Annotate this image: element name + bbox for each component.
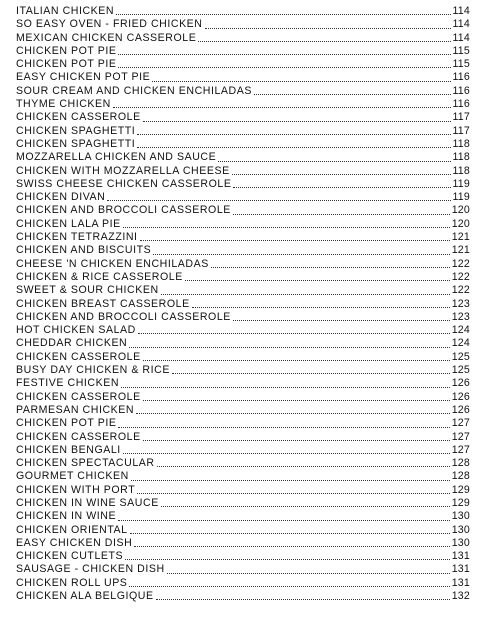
page-number: 119 (452, 191, 470, 204)
recipe-title: CHICKEN BREAST CASSEROLE (16, 297, 190, 310)
page-number: 115 (452, 58, 470, 71)
recipe-title: CHICKEN LALA PIE (16, 217, 121, 230)
toc-entry (16, 417, 470, 430)
page-number: 127 (451, 430, 470, 443)
recipe-title: CHICKEN SPAGHETTI (16, 137, 136, 150)
page-number: 118 (452, 137, 470, 150)
dot-leader (232, 174, 451, 175)
recipe-title: CHICKEN CASSEROLE (16, 430, 141, 443)
recipe-title: CHICKEN TETRAZZINI (16, 231, 138, 244)
toc-entry (16, 364, 470, 377)
toc-entry (16, 337, 470, 350)
page-number: 117 (452, 111, 470, 124)
recipe-title: CHICKEN AND BROCCOLI CASSEROLE (16, 310, 231, 323)
page-number: 127 (451, 417, 470, 430)
page-number: 131 (451, 550, 470, 563)
recipe-title: FESTIVE CHICKEN (16, 377, 120, 390)
recipe-title: CHICKEN ALA BELGIQUE (16, 590, 154, 603)
toc-entry (16, 258, 470, 271)
dot-leader (136, 413, 450, 414)
page-number: 125 (451, 364, 470, 377)
dot-leader (137, 147, 450, 148)
toc-entry (16, 218, 470, 231)
toc-entry (16, 138, 470, 151)
page-number: 131 (451, 563, 470, 576)
page-number: 116 (452, 71, 470, 84)
recipe-title: CHICKEN & RICE CASSEROLE (16, 270, 183, 283)
dot-leader (129, 586, 449, 587)
recipe-title: CHICKEN POT PIE (16, 417, 117, 430)
recipe-title: CHICKEN IN WINE SAUCE (16, 496, 159, 509)
recipe-title: MOZZARELLA CHICKEN AND SAUCE (16, 151, 217, 164)
toc-entry (16, 45, 470, 58)
dot-leader (137, 134, 450, 135)
toc-entry (16, 351, 470, 364)
dot-leader (218, 161, 450, 162)
toc-entry (16, 563, 470, 576)
toc-entry (16, 98, 470, 111)
page-number: 132 (451, 590, 470, 603)
recipe-title: EASY CHICKEN POT PIE (16, 71, 151, 84)
page-number: 122 (451, 257, 470, 270)
toc-entry (16, 550, 470, 563)
dot-leader (125, 559, 450, 560)
recipe-title: CHICKEN DIVAN (16, 191, 106, 204)
dot-leader (185, 280, 450, 281)
dot-leader (116, 14, 450, 15)
page-number: 119 (452, 177, 470, 190)
recipe-title: CHICKEN AND BISCUITS (16, 244, 152, 257)
dot-leader (233, 320, 450, 321)
dot-leader (198, 41, 450, 42)
page-number: 131 (451, 576, 470, 589)
page-number: 129 (451, 496, 470, 509)
recipe-title: CHICKEN BENGALI (16, 443, 121, 456)
page-number: 127 (451, 443, 470, 456)
page-number: 124 (451, 337, 470, 350)
recipe-title: CHEDDAR CHICKEN (16, 337, 128, 350)
recipe-title: CHICKEN WITH PORT (16, 483, 136, 496)
recipe-title: SWISS CHEESE CHICKEN CASSEROLE (16, 177, 232, 190)
toc-entry (16, 284, 470, 297)
toc-entry (16, 85, 470, 98)
recipe-title: CHICKEN POT PIE (16, 58, 117, 71)
dot-leader (192, 307, 450, 308)
page-number: 116 (452, 98, 470, 111)
toc-entry (16, 497, 470, 510)
dot-leader (129, 347, 449, 348)
dot-leader (113, 107, 451, 108)
toc-entry (16, 298, 470, 311)
page-number: 126 (451, 390, 470, 403)
dot-leader (131, 480, 450, 481)
toc-entry (16, 537, 470, 550)
recipe-title: CHICKEN AND BROCCOLI CASSEROLE (16, 204, 231, 217)
dot-leader (143, 121, 451, 122)
page-number: 123 (451, 297, 470, 310)
recipe-title: CHICKEN CUTLETS (16, 550, 124, 563)
dot-leader (118, 54, 450, 55)
recipe-title: MEXICAN CHICKEN CASSEROLE (16, 31, 197, 44)
page-number: 126 (451, 377, 470, 390)
toc-entry (16, 178, 470, 191)
toc-entry (16, 404, 470, 417)
page-number: 126 (451, 403, 470, 416)
recipe-title: THYME CHICKEN (16, 98, 111, 111)
recipe-title: SAUSAGE - CHICKEN DISH (16, 563, 165, 576)
dot-leader (153, 254, 450, 255)
page-number: 114 (452, 18, 470, 31)
toc-entry (16, 58, 470, 71)
page-number: 114 (452, 5, 470, 17)
toc-entry (16, 524, 470, 537)
recipe-title: SO EASY OVEN - FRIED CHICKEN (16, 18, 203, 31)
toc-entry (16, 391, 470, 404)
toc-entry (16, 18, 470, 31)
page-number: 124 (451, 324, 470, 337)
dot-leader (161, 506, 450, 507)
toc-entry (16, 377, 470, 390)
toc-entry (16, 244, 470, 257)
dot-leader (211, 267, 450, 268)
dot-leader (172, 373, 450, 374)
page-number: 122 (451, 270, 470, 283)
dot-leader (118, 427, 449, 428)
page-number: 120 (451, 204, 470, 217)
recipe-title: CHICKEN IN WINE (16, 510, 117, 523)
dot-leader (143, 360, 450, 361)
dot-leader (254, 94, 451, 95)
toc-entry (16, 32, 470, 45)
recipe-title: SWEET & SOUR CHICKEN (16, 284, 159, 297)
recipe-title: HOT CHICKEN SALAD (16, 324, 136, 337)
toc-entry (16, 444, 470, 457)
dot-leader (121, 387, 450, 388)
page-number: 117 (452, 124, 470, 137)
toc-entry (16, 590, 470, 603)
toc-entry (16, 125, 470, 138)
recipe-title: BUSY DAY CHICKEN & RICE (16, 364, 170, 377)
dot-leader (138, 333, 450, 334)
toc-entry (16, 231, 470, 244)
page-number: 120 (451, 217, 470, 230)
page-number: 121 (451, 244, 470, 257)
recipe-title: PARMESAN CHICKEN (16, 403, 135, 416)
page-number: 129 (451, 483, 470, 496)
dot-leader (143, 400, 450, 401)
recipe-title: CHICKEN SPECTACULAR (16, 457, 155, 470)
page-number: 125 (451, 350, 470, 363)
toc-entry (16, 111, 470, 124)
dot-leader (167, 573, 450, 574)
dot-leader (134, 546, 449, 547)
toc-entry (16, 457, 470, 470)
recipe-title: CHICKEN POT PIE (16, 44, 117, 57)
dot-leader (233, 214, 450, 215)
recipe-title: GOURMET CHICKEN (16, 470, 129, 483)
dot-leader (140, 240, 450, 241)
page-number: 114 (452, 31, 470, 44)
dot-leader (233, 187, 450, 188)
toc-entry (16, 484, 470, 497)
table-of-contents (16, 5, 470, 603)
recipe-title: EASY CHICKEN DISH (16, 536, 133, 549)
recipe-title: CHICKEN CASSEROLE (16, 350, 141, 363)
dot-leader (152, 81, 450, 82)
toc-entry (16, 165, 470, 178)
dot-leader (156, 599, 450, 600)
recipe-title: CHICKEN WITH MOZZARELLA CHEESE (16, 164, 230, 177)
dot-leader (137, 493, 450, 494)
dot-leader (130, 533, 450, 534)
dot-leader (123, 227, 450, 228)
recipe-title: ITALIAN CHICKEN (16, 5, 115, 17)
page-number: 118 (452, 151, 470, 164)
toc-entry (16, 470, 470, 483)
toc-entry (16, 324, 470, 337)
dot-leader (205, 28, 451, 29)
toc-entry (16, 5, 470, 18)
dot-leader (143, 440, 450, 441)
recipe-title: CHICKEN ROLL UPS (16, 576, 128, 589)
toc-entry (16, 431, 470, 444)
toc-entry (16, 204, 470, 217)
dot-leader (118, 520, 450, 521)
dot-leader (118, 67, 450, 68)
page-number: 130 (451, 510, 470, 523)
page-number: 121 (451, 231, 470, 244)
toc-entry (16, 577, 470, 590)
toc-entry (16, 151, 470, 164)
page-number: 123 (451, 310, 470, 323)
toc-entry (16, 271, 470, 284)
recipe-title: CHICKEN ORIENTAL (16, 523, 128, 536)
dot-leader (157, 466, 450, 467)
toc-entry (16, 71, 470, 84)
page-number: 118 (452, 164, 470, 177)
page-number: 128 (451, 457, 470, 470)
dot-leader (123, 453, 450, 454)
recipe-title: CHICKEN CASSEROLE (16, 390, 141, 403)
recipe-title: CHEESE 'N CHICKEN ENCHILADAS (16, 257, 209, 270)
toc-entry (16, 510, 470, 523)
page-number: 122 (451, 284, 470, 297)
dot-leader (161, 294, 450, 295)
page-number: 115 (452, 44, 470, 57)
page-number: 130 (451, 536, 470, 549)
toc-entry (16, 191, 470, 204)
recipe-title: SOUR CREAM AND CHICKEN ENCHILADAS (16, 84, 252, 97)
page-number: 116 (452, 84, 470, 97)
toc-entry (16, 311, 470, 324)
recipe-title: CHICKEN CASSEROLE (16, 111, 141, 124)
dot-leader (107, 200, 450, 201)
recipe-title: CHICKEN SPAGHETTI (16, 124, 136, 137)
page-number: 128 (451, 470, 470, 483)
page-number: 130 (451, 523, 470, 536)
